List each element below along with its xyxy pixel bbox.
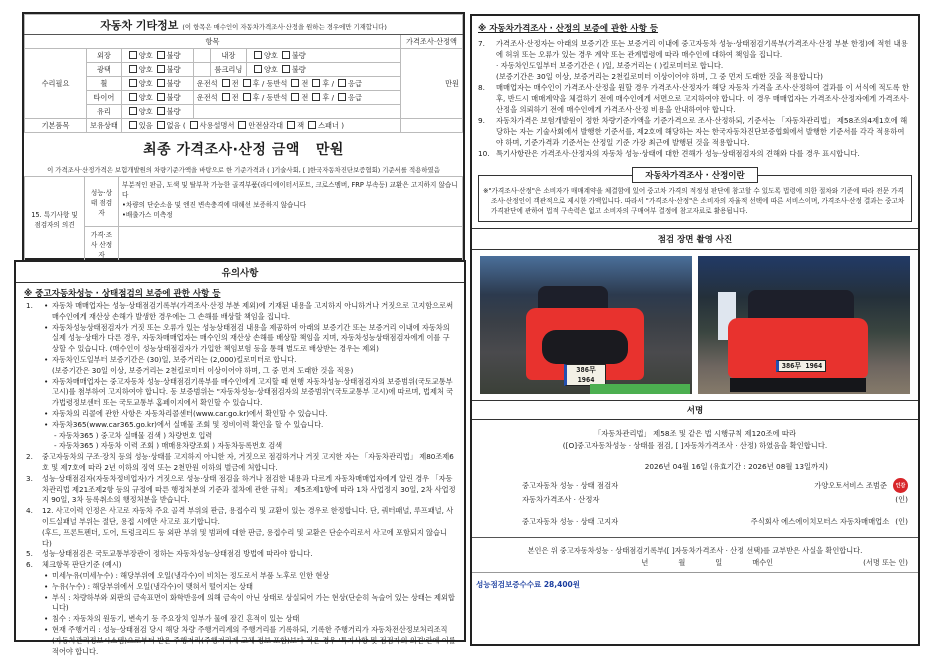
acknowledgement: 본인은 위 중고자동차성능 · 상태점검기록부([ ]자동차가격조사 · 산정 선택)를 교부받은 사실을 확인합니다. 년 월 일 매수인 (서명 또는 인) (472, 537, 918, 572)
appraisal-notes: 7. 가격조사·산정자는 아래의 보증기간 또는 보증거리 이내에 중고자동차 성능·상태점검기록부(가격조사·산정 부분 한정)에 적힌 내용에 허위 또는 오류가 있는 경우 계약 또는 관계법령에 따라 매수인에 대하여 책임을 집니다. · 자동차인도일부터 보증기간은 ( )일, 보증거리는 ( )킬로미터로 합니다. (보증기간은 30일 이상, 보증거리는 2천킬로미터 이상이어야 하며, 그 중 먼저 도래한 것을 적용합니다) 8. 매매업자는 매수인이 가격조사·산정을 원할 경우 가격조사·산정자가 해당 자동차 가격을 조사·산정하여 결과를 이 서식에 적도록 한 후, 반드시 매매계약을 체결하기 전에 매수인에게 서면으로 고지하여야 합니다. 이 경우 매매업자는 가격조사·산정자에게 가격조사·산정을 의뢰하기 전에 매수인에게 가격조사·산정 비용을 안내하여야 합니다. 9. 자동차가격은 보험개발원이 정한 차량기준가액을 기준가격으로 조사·산정하되, 기준서는 「자동차관리법」 제58조의4제1호에 해당하는 자는 기술사회에서 발행한 기준서를, 제2호에 해당하는 자는 한국자동차진단보증협회에서 발행한 기준서를 각각 적용하여야 하며, 기준가격과 기준서는 산정일 기준 가장 최근에 발행된 것을 적용합니다. 10. 특기사항란은 가격조사·산정자의 자동차 성능·상태에 대한 견해가 성능·상태점검자의 견해와 다를 경우 표시합니다. (478, 39, 910, 158)
checkbox-wheel-passenger-front[interactable] (291, 79, 299, 87)
buyer-signature[interactable]: (서명 또는 인) (863, 558, 908, 567)
price-unit: 만원 (401, 49, 463, 119)
photo-title: 점검 장면 촬영 사진 (472, 228, 918, 250)
appraiser-opinion-label: 가격·조사 산정자 (85, 227, 119, 262)
vehicle-info-panel (22, 12, 465, 260)
checkbox-exterior-bad[interactable] (157, 51, 165, 59)
checkbox-owned-yes[interactable] (129, 121, 137, 129)
opinion-label: 15. 특기사항 및 점검자의 의견 (25, 177, 85, 262)
signature-title: 서명 (472, 400, 918, 420)
inspection-photos (472, 250, 918, 400)
row-glass: 유리 (87, 105, 122, 119)
inspector-opinion-label: 성능·상태 점검자 (85, 177, 119, 227)
inspection-fee: 성능점검보증수수료 28,400원 (472, 572, 918, 596)
checkbox-cleaning-bad[interactable] (282, 65, 290, 73)
photo-front (480, 256, 692, 394)
inspector-opinion: 부분적인 판금, 도색 및 탈부착 가능한 골격부품(라디에이터서포트, 크로스멤버, FRP 부속등) 교환은 고지하지 않습니다 •차량의 단순소음 및 엔진 변속충격에 대해선 보증하지 않습니다 •배출가스 미측정 (119, 177, 463, 227)
notifier-name: 주식회사 에스에이치모터스 자동차매매업소 (750, 517, 890, 526)
definition-title: 자동차가격조사 · 산정이란 (472, 163, 918, 183)
vehicle-info-title: 자동차 기타정보 (이 항목은 매수인이 자동차가격조사·산정을 원하는 경우에만 기재합니다) (25, 15, 463, 35)
tire-positions: 운전석 전 후 / 동반석 전 후 / 응급 (193, 91, 400, 105)
checkbox-tire-driver-rear[interactable] (243, 93, 251, 101)
checkbox-tire-spare[interactable] (338, 93, 346, 101)
checkbox-tire-passenger-front[interactable] (291, 93, 299, 101)
checkbox-interior-good[interactable] (254, 51, 262, 59)
notes-panel (14, 260, 466, 656)
header-item: 항목 (25, 35, 401, 49)
opinion-table (24, 176, 463, 262)
appraiser-seal: (인) (895, 495, 908, 504)
inspector-name: 가양오토서비스 조범준 (814, 480, 887, 490)
notes-title: 유의사항 (16, 262, 464, 283)
checkbox-interior-bad[interactable] (282, 51, 290, 59)
checkbox-wheel-spare[interactable] (338, 79, 346, 87)
row-owned: 보유상태 (87, 119, 122, 133)
checkbox-glass-bad[interactable] (157, 107, 165, 115)
checkbox-wheel-passenger-rear[interactable] (312, 79, 320, 87)
checkbox-tire-passenger-rear[interactable] (312, 93, 320, 101)
seal-stamp-icon: 인감 (893, 478, 908, 493)
sign-date: 2026년 04월 16일 (유효기간 : 2026년 08월 13일까지) (644, 462, 828, 471)
checkbox-wheel-bad[interactable] (157, 79, 165, 87)
checkbox-owned-no[interactable] (157, 121, 165, 129)
checkbox-spanner[interactable] (308, 121, 316, 129)
appraisal-subtitle: ※ 자동차가격조사 · 산정의 보증에 관한 사항 등 (478, 24, 659, 34)
checkbox-tire-good[interactable] (129, 93, 137, 101)
checkbox-triangle[interactable] (238, 121, 246, 129)
row-wheel: 휠 (87, 77, 122, 91)
checkbox-gloss-good[interactable] (129, 65, 137, 73)
checkbox-exterior-good[interactable] (129, 51, 137, 59)
group-repair: 수리필요 (25, 49, 87, 119)
checkbox-tire-bad[interactable] (157, 93, 165, 101)
row-interior: 내장 (210, 49, 246, 63)
checkbox-wheel-driver-front[interactable] (222, 79, 230, 87)
row-exterior: 외장 (87, 49, 122, 63)
right-panel (470, 14, 920, 646)
row-cleaning: 룸크리닝 (210, 63, 246, 77)
checkbox-gloss-bad[interactable] (157, 65, 165, 73)
photo-rear (698, 256, 910, 394)
notes-subtitle: ※ 중고자동차성능 · 상태점검의 보증에 관한 사항 등 (24, 289, 221, 299)
checkbox-cleaning-good[interactable] (254, 65, 262, 73)
checkbox-wheel-good[interactable] (129, 79, 137, 87)
final-price-note: 이 가격조사·산정가격은 보험개발원의 차량기준가액을 바탕으로 한 기준가격과 ( ]기술사회, [ ]한국자동차진단보증협회) 기준서를 적용하였음 (47, 166, 440, 174)
checkbox-jack[interactable] (287, 121, 295, 129)
vehicle-info-table: 자동차 기타정보 (이 항목은 매수인이 자동차가격조사·산정을 원하는 경우에만 기재합니다) 항목 가격조사·산정액 수리필요 외장 양호 불량 내장 양호 불량 만원 광택 양호 불량 룸크리닝 양호 불량 휠 양호 불량 운전석 전 후 / 동반석 전 후 / 응급 타이어 양호 불량 운전석 전 후 / 동반석 전 후 / 응급 유리 양호 불량 기본품목 보유상태 있음 없음 ( 사용설명서 안전삼각대 잭 스패너 ) (24, 14, 463, 133)
header-price: 가격조사·산정액 (401, 35, 463, 49)
signature-section: 「자동차관리법」 제58조 및 같은 법 시행규칙 제120조에 따라 ([O]중고자동차성능 · 상태를 점검, [ ]자동차가격조사 · 산정) 하였음을 확인합니다. 2026년 04월 16일 (유효기간 : 2026년 08월 13일까지) 중고자동차 성능 · 상태 점검자 가양오토서비스 조범준 인감 자동차가격조사 · 산정자 (인) 중고자동차 성능 · 상태 고지자 주식회사 에스에이치모터스 자동차매매업소 (인) (472, 420, 918, 527)
checkbox-glass-good[interactable] (129, 107, 137, 115)
checkbox-manual[interactable] (190, 121, 198, 129)
row-tire: 타이어 (87, 91, 122, 105)
basic-items: 있음 없음 ( 사용설명서 안전삼각대 잭 스패너 ) (121, 119, 400, 133)
final-price-section (24, 133, 463, 176)
plate-front: 386무 1964 (564, 364, 606, 386)
row-gloss: 광택 (87, 63, 122, 77)
checkbox-wheel-driver-rear[interactable] (243, 79, 251, 87)
wheel-positions: 운전석 전 후 / 동반석 전 후 / 응급 (193, 77, 400, 91)
notes-list: 1. • 자동차 매매업자는 성능·상태점검기록부(가격조사·산정 부분 제외)에 기재된 내용을 고지하지 아니하거나 거짓으로 고지함으로써 매수인에게 재산상 손해가 발생한 경우에는 그 손해를 배상할 책임을 집니다. • 자동차성능상태점검자가 거짓 또는 오류가 있는 성능상태점검 내용을 제공하여 아래의 보증기간 또는 보증거리 이내에 자동차의 실제 성능·상태가 다른 경우, 자동차매매업자는 매수인의 재산상 손해를 배상할 책임을 지며, 자동차성능상태점검자에게 이를 구상할 수 있습니다. (매수인이 성능상태점검자가 가입한 책임보험 등을 통해 별도로 배상받는 경우는 제외) • 자동차인도일부터 보증기간은 (30)일, 보증거리는 (2,000)킬로미터로 합니다. (보증기간은 30일 이상, 보증거리는 2천킬로미터 이상이어야 하며, 그 중 먼저 도래한 것을 적용) • 자동차매매업자는 중고자동차 성능·상태점검기록부를 매수인에게 고지할 때 현행 자동차성능·상태점검자의 보증범위(국토교통부 고시)를 첨부하여 고지하여야 합니다. 동 보증범위는 "자동차성능·상태점검자의 보증범위"(국토교통부 고시)에 따르며, 법제처 국가법령정보센터 또는 국토교통부 홈페이지에서 확인할 수 있습니다. • 자동차의 리콜에 관한 사항은 자동차리콜센터(www.car.go.kr)에서 확인할 수 있습니다. • 자동차365(www.car365.go.kr)에서 실매물 조회 및 정비이력 확인을 할 수 있습니다. - 자동차365 ) 중고차 실매물 검색 ) 차량번호 입력 - 자동차365 ) 자동차 이력 조회 ) 매매용차량조회 ) 자동차등록번호 검색 2. 중고자동차의 구조·장치 등의 성능·상태를 고지하지 아니한 자, 거짓으로 점검하거나 거짓 고지한 자는 「자동차관리법」 제80조제6호 및 제7호에 따라 2년 이하의 징역 또는 2천만원 이하의 벌금에 처합니다. 3. 성능·상태점검자(자동차정비업자)가 거짓으로 성능·상태 점검을 하거나 점검한 내용과 다르게 자동차매매업자에게 알린 경우 「자동차관리법 제21조제2항 등의 규정에 따른 행정처분의 기준과 절차에 관한 규칙」 제5조제1항에 따라 1차 사업정지 30일, 2차 사업정지 90일, 3차 등록취소의 행정처분을 받습니다. 4. 12. 사고이력 인정은 사고로 자동차 주요 골격 부위의 판금, 용접수리 및 교환이 있는 경우로 한정합니다. 단, 쿼터패널, 루프패널, 사이드실패널 부위는 절단, 용접 시에만 사고로 표기합니다. (후드, 프론트펜더, 도어, 트렁크리드 등 외판 부위 및 범퍼에 대한 판금, 용접수리 및 교환은 단순수리로서 사고에 포함되지 않습니다) 5. 성능·상태점검은 국토교통부장관이 정하는 자동차성능·상태점검 방법에 따라야 합니다. 6. 체크항목 판단기준 (예시) • 미세누유(미세누수) : 해당부위에 오일(냉각수)이 비치는 정도로서 부품 노후로 인한 현상 • 누유(누수) : 해당부위에서 오일(냉각수)이 맺혀서 떨어지는 상태 • 부식 : 차량하부와 외판의 금속표면이 화학반응에 의해 금속이 아닌 상태로 상실되어 가는 현상(단순히 녹슬어 있는 상태는 제외합니다) • 침수 : 자동차의 원동기, 변속기 등 주요장치 일부가 물에 잠긴 흔적이 있는 상태 • 현재 주행거리 : 성능·상태점검 당시 해당 차량 주행거리계의 주행거리를 기록하되, 기록한 주행거리가 자동차전산정보처리조직(자동차관리정보시스템)으로부터 받은 주행거리(주행거리계 교체 정보 포함)보다 적은 경우 '특기사항 및 점검자의 의견'란에 이를 적어야 합니다. (16, 301, 464, 657)
checkbox-tire-driver-front[interactable] (222, 93, 230, 101)
final-price-title: 최종 가격조사·산정 금액 만원 (143, 142, 344, 158)
appraiser-opinion (119, 227, 463, 262)
plate-rear: 386무 1964 (776, 360, 826, 372)
definition-box: ※"가격조사·산정"은 소비자가 매매계약을 체결함에 있어 중고차 가격의 적정성 판단에 참고할 수 있도록 법령에 의한 절차와 기준에 따라 전문 가격조사·산정인이 객관적으로 제시한 가액입니다. 따라서 "가격조사·산정"은 소비자의 자율적 선택에 따른 서비스이며, 가격조사·산정 결과는 중고차 가격판단에 관하여 법적 구속력은 없고 소비자의 구매여부 결정에 참고자료로 활용됩니다. (478, 175, 912, 222)
group-basic: 기본품목 (25, 119, 87, 133)
